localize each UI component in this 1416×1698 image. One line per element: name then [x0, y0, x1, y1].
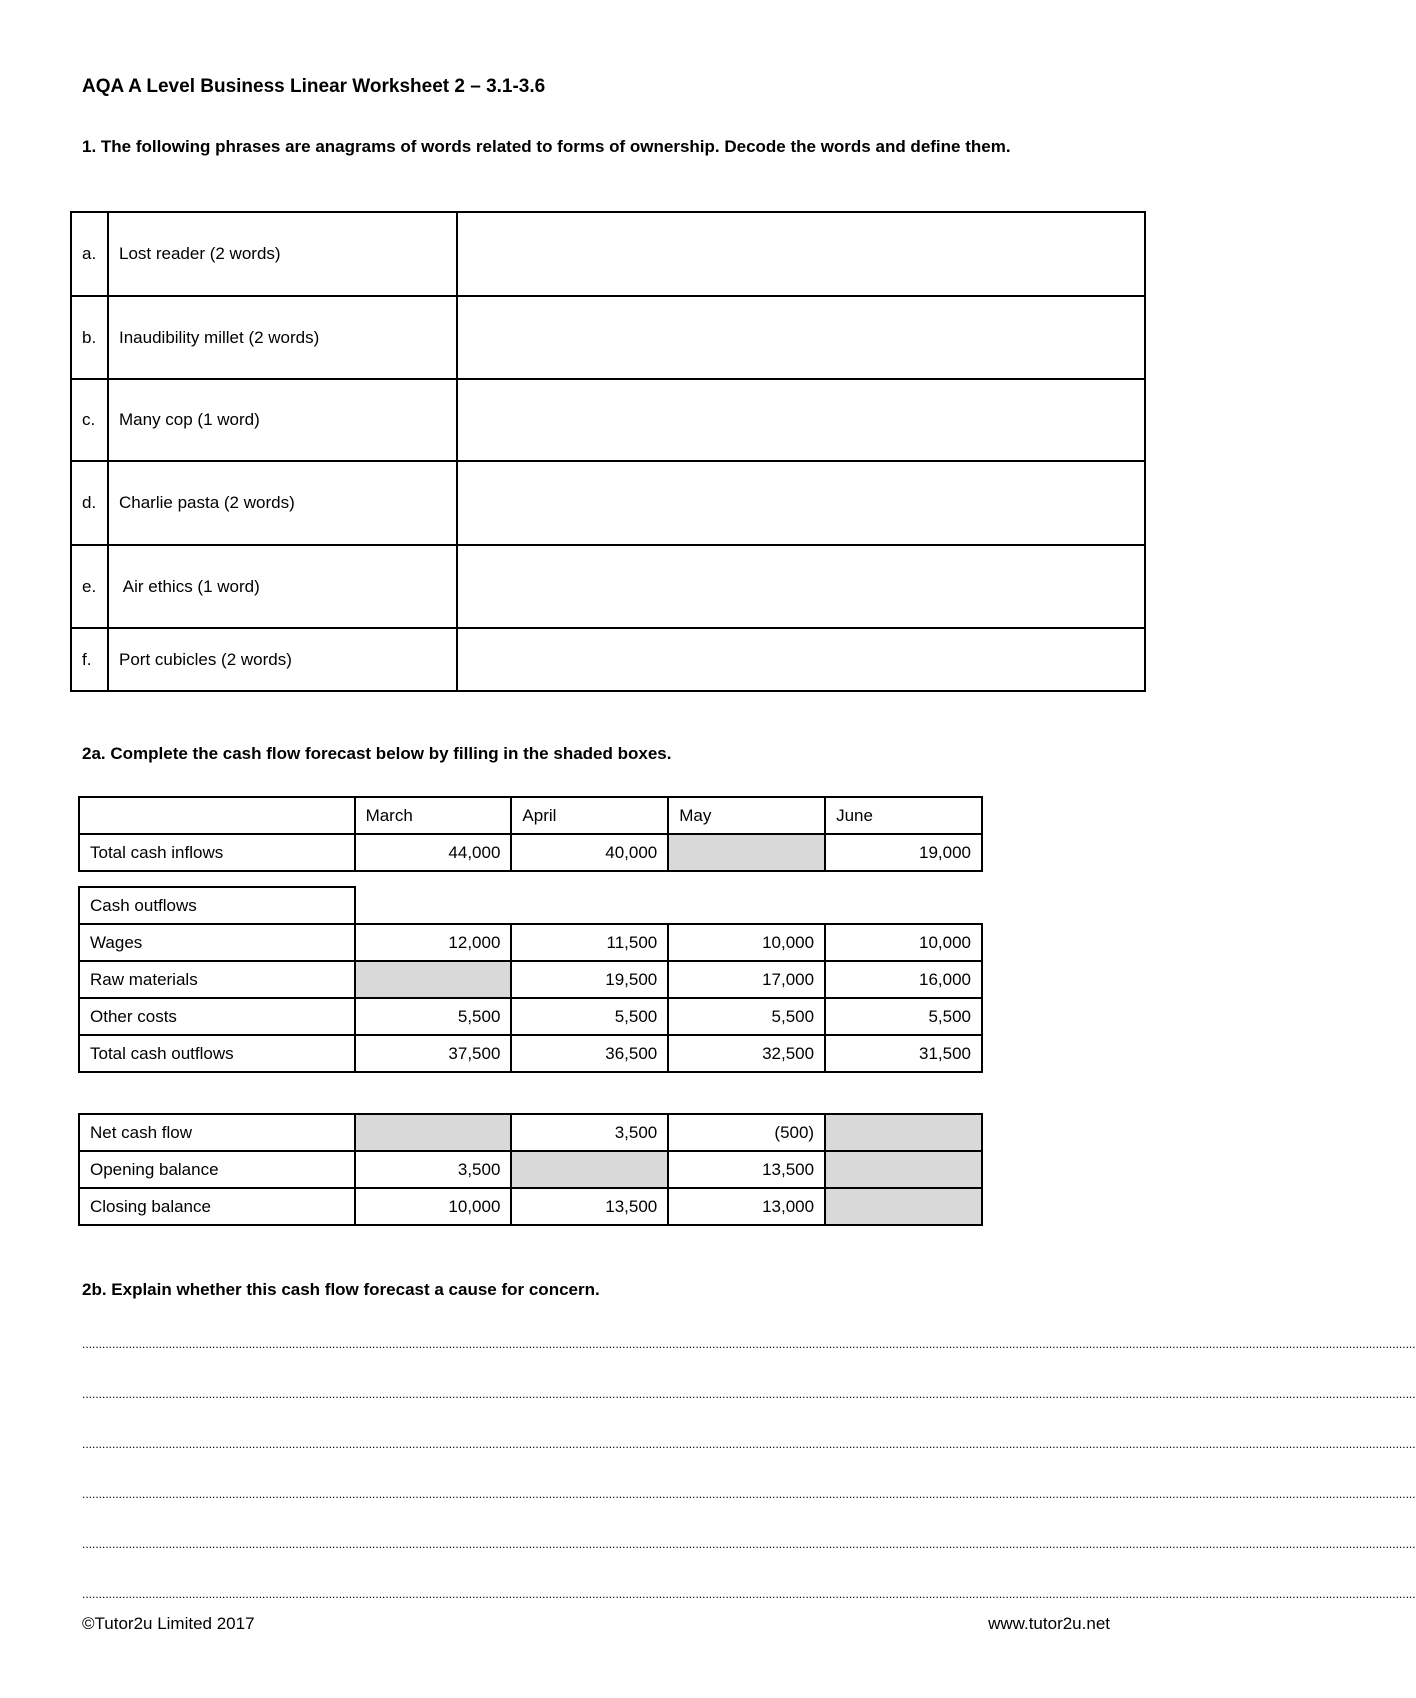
question-1-prompt: 1. The following phrases are anagrams of words related to forms of ownership. Decode the words and define them.	[82, 137, 1011, 156]
month-header: March	[355, 797, 512, 834]
outflow-row	[79, 998, 982, 1035]
inflows-row	[79, 834, 982, 871]
anagram-phrase: Port cubicles (2 words)	[108, 628, 457, 691]
value-cell: (500)	[668, 1114, 825, 1151]
cash-flow-balances-table	[78, 1113, 983, 1226]
row-letter: c.	[71, 379, 108, 461]
anagram-row	[71, 296, 1145, 379]
value-cell: 5,500	[511, 998, 668, 1035]
anagram-row	[71, 545, 1145, 628]
row-letter: d.	[71, 461, 108, 545]
value-cell: 32,500	[668, 1035, 825, 1072]
outflow-row	[79, 1035, 982, 1072]
shaded-answer-cell[interactable]	[355, 961, 512, 998]
value-cell: 10,000	[668, 924, 825, 961]
value-cell: 19,000	[825, 834, 982, 871]
row-letter: b.	[71, 296, 108, 379]
answer-line[interactable]: ................................................................................................................................................................................................................................................................................................................................................................................................................	[82, 1337, 1416, 1351]
answer-cell[interactable]	[457, 461, 1145, 545]
answer-line[interactable]: ................................................................................................................................................................................................................................................................................................................................................................................................................	[82, 1587, 1416, 1601]
row-label: Total cash outflows	[79, 1035, 355, 1072]
balance-row	[79, 1114, 982, 1151]
anagram-row	[71, 379, 1145, 461]
answer-cell[interactable]	[457, 296, 1145, 379]
anagram-phrase: Many cop (1 word)	[108, 379, 457, 461]
shaded-answer-cell[interactable]	[668, 834, 825, 871]
question-2a-prompt: 2a. Complete the cash flow forecast below by filling in the shaded boxes.	[82, 744, 672, 763]
row-label: Opening balance	[79, 1151, 355, 1188]
value-cell: 5,500	[668, 998, 825, 1035]
month-header: June	[825, 797, 982, 834]
row-label: Raw materials	[79, 961, 355, 998]
anagram-phrase: Charlie pasta (2 words)	[108, 461, 457, 545]
answer-line[interactable]: ................................................................................................................................................................................................................................................................................................................................................................................................................	[82, 1487, 1416, 1501]
value-cell: 17,000	[668, 961, 825, 998]
value-cell: 40,000	[511, 834, 668, 871]
answer-cell[interactable]	[457, 379, 1145, 461]
value-cell: 13,500	[511, 1188, 668, 1225]
anagram-table	[70, 211, 1146, 692]
cash-flow-inflows-table	[78, 796, 983, 872]
balance-row	[79, 1151, 982, 1188]
value-cell: 36,500	[511, 1035, 668, 1072]
row-letter: e.	[71, 545, 108, 628]
value-cell: 16,000	[825, 961, 982, 998]
answer-line[interactable]: ................................................................................................................................................................................................................................................................................................................................................................................................................	[82, 1437, 1416, 1451]
month-header: May	[668, 797, 825, 834]
value-cell: 5,500	[825, 998, 982, 1035]
answer-line[interactable]: ................................................................................................................................................................................................................................................................................................................................................................................................................	[82, 1537, 1416, 1551]
balance-row	[79, 1188, 982, 1225]
anagram-phrase: Inaudibility millet (2 words)	[108, 296, 457, 379]
anagram-row	[71, 628, 1145, 691]
value-cell: 12,000	[355, 924, 512, 961]
value-cell: 3,500	[355, 1151, 512, 1188]
outflow-row	[79, 924, 982, 961]
row-label: Total cash inflows	[79, 834, 355, 871]
answer-line[interactable]: ................................................................................................................................................................................................................................................................................................................................................................................................................	[82, 1387, 1416, 1401]
shaded-answer-cell[interactable]	[825, 1151, 982, 1188]
shaded-answer-cell[interactable]	[825, 1114, 982, 1151]
answer-cell[interactable]	[457, 545, 1145, 628]
shaded-answer-cell[interactable]	[355, 1114, 512, 1151]
row-label: Wages	[79, 924, 355, 961]
value-cell: 11,500	[511, 924, 668, 961]
question-2b-prompt: 2b. Explain whether this cash flow forecast a cause for concern.	[82, 1280, 600, 1299]
answer-cell[interactable]	[457, 628, 1145, 691]
outflow-row	[79, 961, 982, 998]
anagram-phrase: Lost reader (2 words)	[108, 212, 457, 296]
value-cell: 13,500	[668, 1151, 825, 1188]
anagram-row	[71, 461, 1145, 545]
shaded-answer-cell[interactable]	[511, 1151, 668, 1188]
shaded-answer-cell[interactable]	[825, 1188, 982, 1225]
row-label: Closing balance	[79, 1188, 355, 1225]
value-cell: 3,500	[511, 1114, 668, 1151]
value-cell: 31,500	[825, 1035, 982, 1072]
value-cell: 37,500	[355, 1035, 512, 1072]
value-cell: 5,500	[355, 998, 512, 1035]
cash-flow-outflows-table	[78, 886, 983, 1073]
row-label: Net cash flow	[79, 1114, 355, 1151]
value-cell: 13,000	[668, 1188, 825, 1225]
row-label: Other costs	[79, 998, 355, 1035]
value-cell: 10,000	[355, 1188, 512, 1225]
value-cell: 19,500	[511, 961, 668, 998]
month-header: April	[511, 797, 668, 834]
page-title: AQA A Level Business Linear Worksheet 2 – 3.1-3.6	[82, 76, 546, 97]
row-letter: a.	[71, 212, 108, 296]
anagram-row	[71, 212, 1145, 296]
copyright: ©Tutor2u Limited 2017	[82, 1614, 255, 1633]
value-cell: 10,000	[825, 924, 982, 961]
anagram-phrase: Air ethics (1 word)	[108, 545, 457, 628]
month-header-row	[79, 797, 982, 834]
website-link[interactable]: www.tutor2u.net	[988, 1614, 1110, 1633]
value-cell: 44,000	[355, 834, 512, 871]
row-letter: f.	[71, 628, 108, 691]
answer-cell[interactable]	[457, 212, 1145, 296]
outflows-label: Cash outflows	[79, 887, 355, 924]
